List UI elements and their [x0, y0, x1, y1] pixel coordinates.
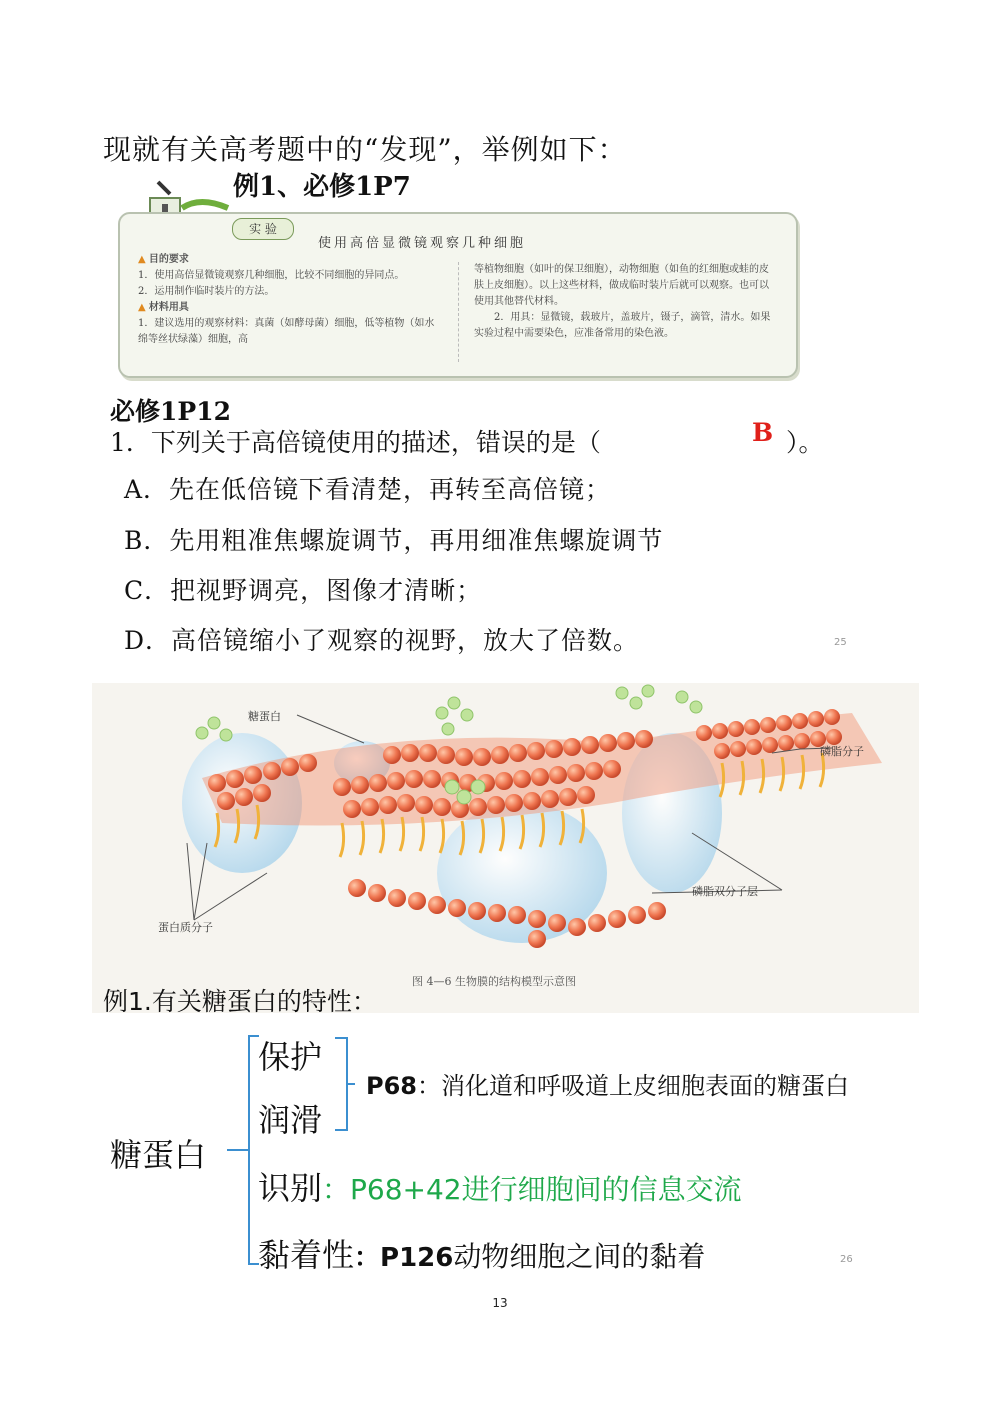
experiment-tag: 实 验: [232, 218, 294, 240]
option-c: C．把视野调亮，图像才清晰；: [124, 576, 483, 605]
option-b: B．先用粗准焦螺旋调节，再用细准焦螺旋调节: [124, 526, 664, 555]
textbook-right-column: 等植物细胞（如叶的保卫细胞），动物细胞（如鱼的红细胞或蛙的皮肤上皮细胞）。以上这些材料，做成临时装片后就可以观察。也可以使用其他替代材料。 2．用具：显微镜，载玻片，盖玻片，镊子，滴管，清水。如果实验过程中需要染色，应准备常用的染色液。: [474, 264, 771, 339]
answer-mark: B: [752, 418, 774, 447]
slide-number: 26: [840, 1254, 853, 1265]
p68-note: P68：消化道和呼吸道上皮细胞表面的糖蛋白: [366, 1072, 849, 1100]
question-end: ）。: [786, 428, 824, 457]
example-1-label: 例1、必修1P7: [233, 172, 411, 202]
label-protein: 蛋白质分子: [158, 921, 213, 934]
column-divider: [458, 262, 459, 362]
textbook-left-column: ▲ 目的要求 1．使用高倍显微镜观察几种细胞，比较不同细胞的异同点。 2．运用制作临时装片的方法。 ▲ 材料用具 1．建议选用的观察材料：真菌（如酵母菌）细胞，低等植物（如水绵等丝状绿藻）细胞，高: [138, 254, 435, 345]
example-2-label: 例1.有关糖蛋白的特性：: [103, 987, 377, 1016]
label-bilayer: 磷脂双分子层: [692, 885, 758, 898]
membrane-illustration: [92, 683, 919, 1013]
page-number: 13: [492, 1296, 508, 1310]
root-glycoprotein: 糖蛋白: [110, 1136, 207, 1174]
intro-heading: 现就有关高考题中的“发现”，举例如下：: [103, 133, 627, 166]
question-text: 1．下列关于高倍镜使用的描述，错误的是（: [110, 428, 601, 457]
label-phospholipid: 磷脂分子: [820, 745, 864, 758]
option-d: D．高倍镜缩小了观察的视野，放大了倍数。: [124, 626, 640, 655]
node-adhesion: 黏着性：P126动物细胞之间的黏着: [258, 1236, 706, 1274]
membrane-diagram: [92, 683, 919, 1013]
slide-number: 25: [834, 637, 847, 648]
bullet-icon: ▲: [138, 302, 149, 313]
experiment-title: 使用高倍显微镜观察几种细胞: [318, 236, 527, 251]
node-recognition: 识别：P68+42进行细胞间的信息交流: [258, 1169, 742, 1207]
node-lubricate: 润滑: [258, 1101, 323, 1139]
bullet-icon: ▲: [138, 254, 149, 265]
option-a: A．先在低倍镜下看清楚，再转至高倍镜；: [124, 475, 612, 504]
figure-caption: 图 4—6 生物膜的结构模型示意图: [412, 975, 576, 988]
label-glycoprotein: 糖蛋白: [248, 710, 281, 723]
node-protect: 保护: [258, 1038, 323, 1076]
reference-label: 必修1P12: [110, 397, 231, 426]
